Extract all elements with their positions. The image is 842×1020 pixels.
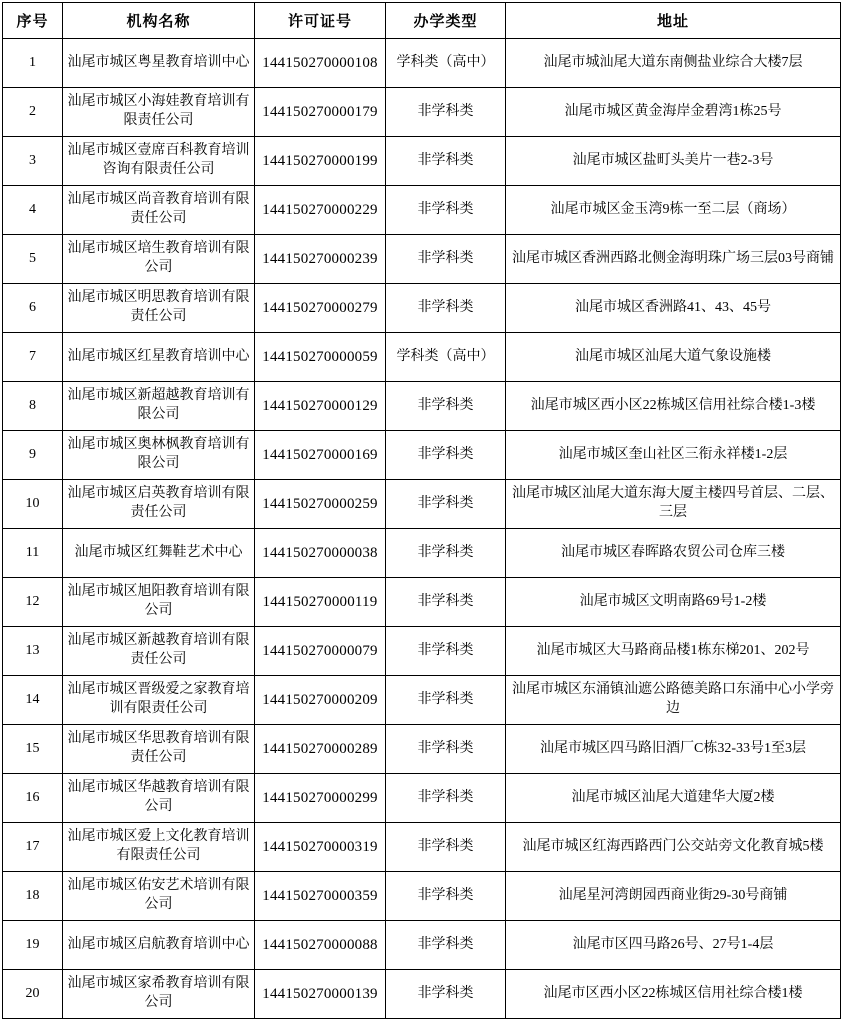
cell-row-number: 17 bbox=[3, 823, 63, 872]
cell-address: 汕尾市区四马路26号、27号1-4层 bbox=[506, 921, 841, 970]
table-row bbox=[3, 823, 841, 872]
cell-license-number: 144150270000279 bbox=[255, 284, 386, 333]
cell-institution: 汕尾市城区晋级爱之家教育培训有限责任公司 bbox=[63, 676, 255, 725]
header-row bbox=[3, 3, 841, 39]
cell-row-number: 5 bbox=[3, 235, 63, 284]
cell-institution: 汕尾市城区家希教育培训有限公司 bbox=[63, 970, 255, 1019]
table-row bbox=[3, 284, 841, 333]
cell-institution: 汕尾市城区新越教育培训有限责任公司 bbox=[63, 627, 255, 676]
training-institutions-table bbox=[2, 2, 841, 1019]
cell-institution: 汕尾市城区华思教育培训有限责任公司 bbox=[63, 725, 255, 774]
table-row bbox=[3, 578, 841, 627]
cell-address: 汕尾市城区汕尾大道建华大厦2楼 bbox=[506, 774, 841, 823]
table-row bbox=[3, 235, 841, 284]
table-row bbox=[3, 382, 841, 431]
cell-address: 汕尾市城区金玉湾9栋一至二层（商场） bbox=[506, 186, 841, 235]
cell-row-number: 16 bbox=[3, 774, 63, 823]
cell-school-type: 学科类（高中） bbox=[386, 39, 506, 88]
cell-license-number: 144150270000038 bbox=[255, 529, 386, 578]
cell-row-number: 1 bbox=[3, 39, 63, 88]
cell-address: 汕尾市城区春晖路农贸公司仓库三楼 bbox=[506, 529, 841, 578]
cell-row-number: 2 bbox=[3, 88, 63, 137]
column-header-no: 序号 bbox=[3, 3, 63, 39]
cell-school-type: 非学科类 bbox=[386, 284, 506, 333]
cell-school-type: 非学科类 bbox=[386, 480, 506, 529]
cell-address: 汕尾市城区汕尾大道东海大厦主楼四号首层、二层、三层 bbox=[506, 480, 841, 529]
column-header-name: 机构名称 bbox=[63, 3, 255, 39]
cell-address: 汕尾市城区东涌镇汕遮公路德美路口东涌中心小学旁边 bbox=[506, 676, 841, 725]
column-header-type: 办学类型 bbox=[386, 3, 506, 39]
table-row bbox=[3, 921, 841, 970]
table-row bbox=[3, 137, 841, 186]
cell-school-type: 非学科类 bbox=[386, 382, 506, 431]
cell-row-number: 18 bbox=[3, 872, 63, 921]
cell-license-number: 144150270000359 bbox=[255, 872, 386, 921]
cell-school-type: 非学科类 bbox=[386, 529, 506, 578]
cell-license-number: 144150270000108 bbox=[255, 39, 386, 88]
cell-address: 汕尾市城汕尾大道东南侧盐业综合大楼7层 bbox=[506, 39, 841, 88]
cell-address: 汕尾市城区四马路旧酒厂C栋32-33号1至3层 bbox=[506, 725, 841, 774]
cell-school-type: 非学科类 bbox=[386, 137, 506, 186]
table-body bbox=[3, 39, 841, 1019]
table-row bbox=[3, 627, 841, 676]
cell-school-type: 非学科类 bbox=[386, 774, 506, 823]
cell-license-number: 144150270000239 bbox=[255, 235, 386, 284]
cell-institution: 汕尾市城区启航教育培训中心 bbox=[63, 921, 255, 970]
cell-institution: 汕尾市城区尚音教育培训有限责任公司 bbox=[63, 186, 255, 235]
cell-institution: 汕尾市城区旭阳教育培训有限公司 bbox=[63, 578, 255, 627]
cell-institution: 汕尾市城区小海娃教育培训有限责任公司 bbox=[63, 88, 255, 137]
table-header bbox=[3, 3, 841, 39]
cell-address: 汕尾市城区香洲路41、43、45号 bbox=[506, 284, 841, 333]
cell-license-number: 144150270000229 bbox=[255, 186, 386, 235]
table-row bbox=[3, 970, 841, 1019]
cell-row-number: 11 bbox=[3, 529, 63, 578]
cell-row-number: 10 bbox=[3, 480, 63, 529]
cell-license-number: 144150270000139 bbox=[255, 970, 386, 1019]
cell-school-type: 非学科类 bbox=[386, 823, 506, 872]
table-row bbox=[3, 676, 841, 725]
cell-row-number: 12 bbox=[3, 578, 63, 627]
cell-school-type: 非学科类 bbox=[386, 725, 506, 774]
table-row bbox=[3, 529, 841, 578]
cell-institution: 汕尾市城区红舞鞋艺术中心 bbox=[63, 529, 255, 578]
cell-school-type: 非学科类 bbox=[386, 186, 506, 235]
cell-school-type: 非学科类 bbox=[386, 970, 506, 1019]
cell-license-number: 144150270000079 bbox=[255, 627, 386, 676]
cell-address: 汕尾市城区文明南路69号1-2楼 bbox=[506, 578, 841, 627]
cell-institution: 汕尾市城区华越教育培训有限公司 bbox=[63, 774, 255, 823]
cell-address: 汕尾星河湾朗园西商业街29-30号商铺 bbox=[506, 872, 841, 921]
table-row bbox=[3, 480, 841, 529]
cell-row-number: 19 bbox=[3, 921, 63, 970]
cell-institution: 汕尾市城区启英教育培训有限责任公司 bbox=[63, 480, 255, 529]
cell-institution: 汕尾市城区奥林枫教育培训有限公司 bbox=[63, 431, 255, 480]
cell-license-number: 144150270000259 bbox=[255, 480, 386, 529]
table-row bbox=[3, 186, 841, 235]
column-header-license: 许可证号 bbox=[255, 3, 386, 39]
table-row bbox=[3, 431, 841, 480]
cell-row-number: 4 bbox=[3, 186, 63, 235]
cell-school-type: 非学科类 bbox=[386, 431, 506, 480]
cell-address: 汕尾市城区香洲西路北侧金海明珠广场三层03号商铺 bbox=[506, 235, 841, 284]
cell-row-number: 3 bbox=[3, 137, 63, 186]
cell-school-type: 非学科类 bbox=[386, 578, 506, 627]
cell-license-number: 144150270000059 bbox=[255, 333, 386, 382]
cell-license-number: 144150270000209 bbox=[255, 676, 386, 725]
cell-license-number: 144150270000199 bbox=[255, 137, 386, 186]
cell-address: 汕尾市城区汕尾大道气象设施楼 bbox=[506, 333, 841, 382]
column-header-address: 地址 bbox=[506, 3, 841, 39]
cell-row-number: 9 bbox=[3, 431, 63, 480]
cell-institution: 汕尾市城区粤星教育培训中心 bbox=[63, 39, 255, 88]
cell-school-type: 学科类（高中） bbox=[386, 333, 506, 382]
cell-school-type: 非学科类 bbox=[386, 872, 506, 921]
cell-license-number: 144150270000299 bbox=[255, 774, 386, 823]
cell-row-number: 20 bbox=[3, 970, 63, 1019]
cell-license-number: 144150270000088 bbox=[255, 921, 386, 970]
cell-institution: 汕尾市城区红星教育培训中心 bbox=[63, 333, 255, 382]
cell-row-number: 8 bbox=[3, 382, 63, 431]
cell-row-number: 13 bbox=[3, 627, 63, 676]
cell-address: 汕尾市城区盐町头美片一巷2-3号 bbox=[506, 137, 841, 186]
cell-institution: 汕尾市城区明思教育培训有限责任公司 bbox=[63, 284, 255, 333]
cell-row-number: 14 bbox=[3, 676, 63, 725]
table-row bbox=[3, 774, 841, 823]
cell-license-number: 144150270000319 bbox=[255, 823, 386, 872]
cell-address: 汕尾市城区大马路商品楼1栋东梯201、202号 bbox=[506, 627, 841, 676]
cell-license-number: 144150270000169 bbox=[255, 431, 386, 480]
cell-institution: 汕尾市城区佑安艺术培训有限公司 bbox=[63, 872, 255, 921]
cell-row-number: 6 bbox=[3, 284, 63, 333]
cell-address: 汕尾市城区黄金海岸金碧湾1栋25号 bbox=[506, 88, 841, 137]
table-row bbox=[3, 872, 841, 921]
cell-institution: 汕尾市城区爱上文化教育培训有限责任公司 bbox=[63, 823, 255, 872]
cell-address: 汕尾市城区红海西路西门公交站旁文化教育城5楼 bbox=[506, 823, 841, 872]
cell-institution: 汕尾市城区壹席百科教育培训咨询有限责任公司 bbox=[63, 137, 255, 186]
cell-address: 汕尾市城区西小区22栋城区信用社综合楼1-3楼 bbox=[506, 382, 841, 431]
cell-row-number: 7 bbox=[3, 333, 63, 382]
cell-school-type: 非学科类 bbox=[386, 627, 506, 676]
cell-license-number: 144150270000119 bbox=[255, 578, 386, 627]
cell-school-type: 非学科类 bbox=[386, 88, 506, 137]
table-row bbox=[3, 333, 841, 382]
cell-license-number: 144150270000289 bbox=[255, 725, 386, 774]
cell-school-type: 非学科类 bbox=[386, 235, 506, 284]
table-row bbox=[3, 88, 841, 137]
cell-institution: 汕尾市城区新超越教育培训有限公司 bbox=[63, 382, 255, 431]
cell-license-number: 144150270000129 bbox=[255, 382, 386, 431]
table-row bbox=[3, 39, 841, 88]
cell-row-number: 15 bbox=[3, 725, 63, 774]
table-row bbox=[3, 725, 841, 774]
cell-school-type: 非学科类 bbox=[386, 921, 506, 970]
cell-institution: 汕尾市城区培生教育培训有限公司 bbox=[63, 235, 255, 284]
cell-address: 汕尾市区西小区22栋城区信用社综合楼1楼 bbox=[506, 970, 841, 1019]
cell-address: 汕尾市城区奎山社区三衔永祥楼1-2层 bbox=[506, 431, 841, 480]
cell-school-type: 非学科类 bbox=[386, 676, 506, 725]
cell-license-number: 144150270000179 bbox=[255, 88, 386, 137]
